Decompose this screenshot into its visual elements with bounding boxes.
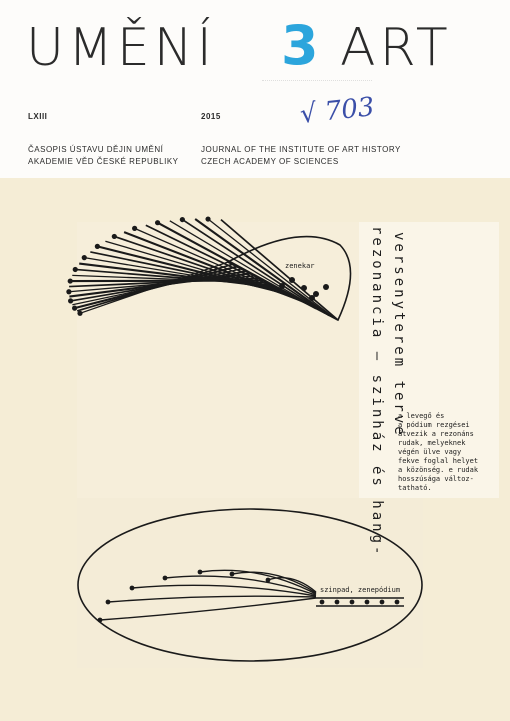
czech-line-2: AKADEMIE VĚD ČESKÉ REPUBLIKY	[28, 157, 179, 166]
seated-figure	[82, 255, 87, 260]
seated-figure	[73, 267, 78, 272]
musician-figure	[309, 295, 315, 301]
volume: LXIII	[28, 112, 48, 121]
stage-mark	[335, 600, 340, 605]
rod	[100, 598, 316, 620]
caption-line: fekve foglal helyet	[398, 457, 479, 465]
english-line-1: JOURNAL OF THE INSTITUTE OF ART HISTORY	[201, 145, 401, 154]
year: 2015	[201, 112, 221, 121]
vertical-title-1: rezonancia – szinház és hang-	[369, 226, 385, 558]
seated-figure	[98, 618, 103, 623]
issue-number: 3	[281, 14, 319, 77]
seated-figure	[77, 311, 82, 316]
english-line-2: CZECH ACADEMY OF SCIENCES	[201, 157, 339, 166]
stage-mark	[320, 600, 325, 605]
musician-figure	[323, 284, 329, 290]
caption-line: a pódium rezgései	[398, 421, 470, 429]
czech-line-1: ČASOPIS ÚSTAVU DĚJIN UMĚNÍ	[28, 145, 164, 154]
seated-figure	[72, 306, 77, 311]
seated-figure	[132, 226, 137, 231]
musician-figure	[279, 283, 285, 289]
masthead-left: UMĚNÍ	[26, 18, 217, 78]
rod	[200, 570, 316, 594]
seated-figure	[95, 244, 100, 249]
caption-line: a levegő és	[398, 412, 445, 420]
seated-figure	[112, 234, 117, 239]
caption-line: végén ülve vagy	[398, 448, 462, 456]
seated-figure	[198, 570, 203, 575]
seated-figure	[180, 217, 185, 222]
stage-mark	[395, 600, 400, 605]
seated-figure	[205, 216, 210, 221]
stage-mark	[380, 600, 385, 605]
stage-mark	[350, 600, 355, 605]
stage-marks	[320, 600, 400, 605]
caption-line: hosszúsága változ-	[398, 475, 474, 483]
vertical-title-2: versenyterem terve	[391, 232, 407, 438]
musician-figure	[289, 277, 295, 283]
rods-bottom	[98, 570, 316, 623]
rod	[108, 596, 316, 602]
stage-mark	[365, 600, 370, 605]
seated-figure	[68, 298, 73, 303]
masthead-right: ART	[340, 18, 452, 78]
caption-line: rudak, melyeknek	[398, 439, 466, 447]
handwritten-caption	[398, 412, 502, 493]
caption-line: tatható.	[398, 484, 432, 492]
seated-figure	[66, 289, 71, 294]
label-stage: szinpad, zenepódium	[320, 586, 401, 594]
caption-line: a közönség. e rudak	[398, 466, 479, 474]
label-orchestra: zenekar	[285, 262, 315, 270]
caption-line: átvezik a rezonáns	[398, 430, 474, 438]
seated-figure	[68, 278, 73, 283]
seated-figure	[106, 600, 111, 605]
handwritten-note: √ 703	[298, 92, 376, 130]
seated-figure	[266, 578, 271, 583]
seated-figure	[155, 220, 160, 225]
musician-figure	[301, 285, 307, 291]
seated-figure	[230, 572, 235, 577]
seated-figure	[163, 576, 168, 581]
seated-figure	[130, 586, 135, 591]
